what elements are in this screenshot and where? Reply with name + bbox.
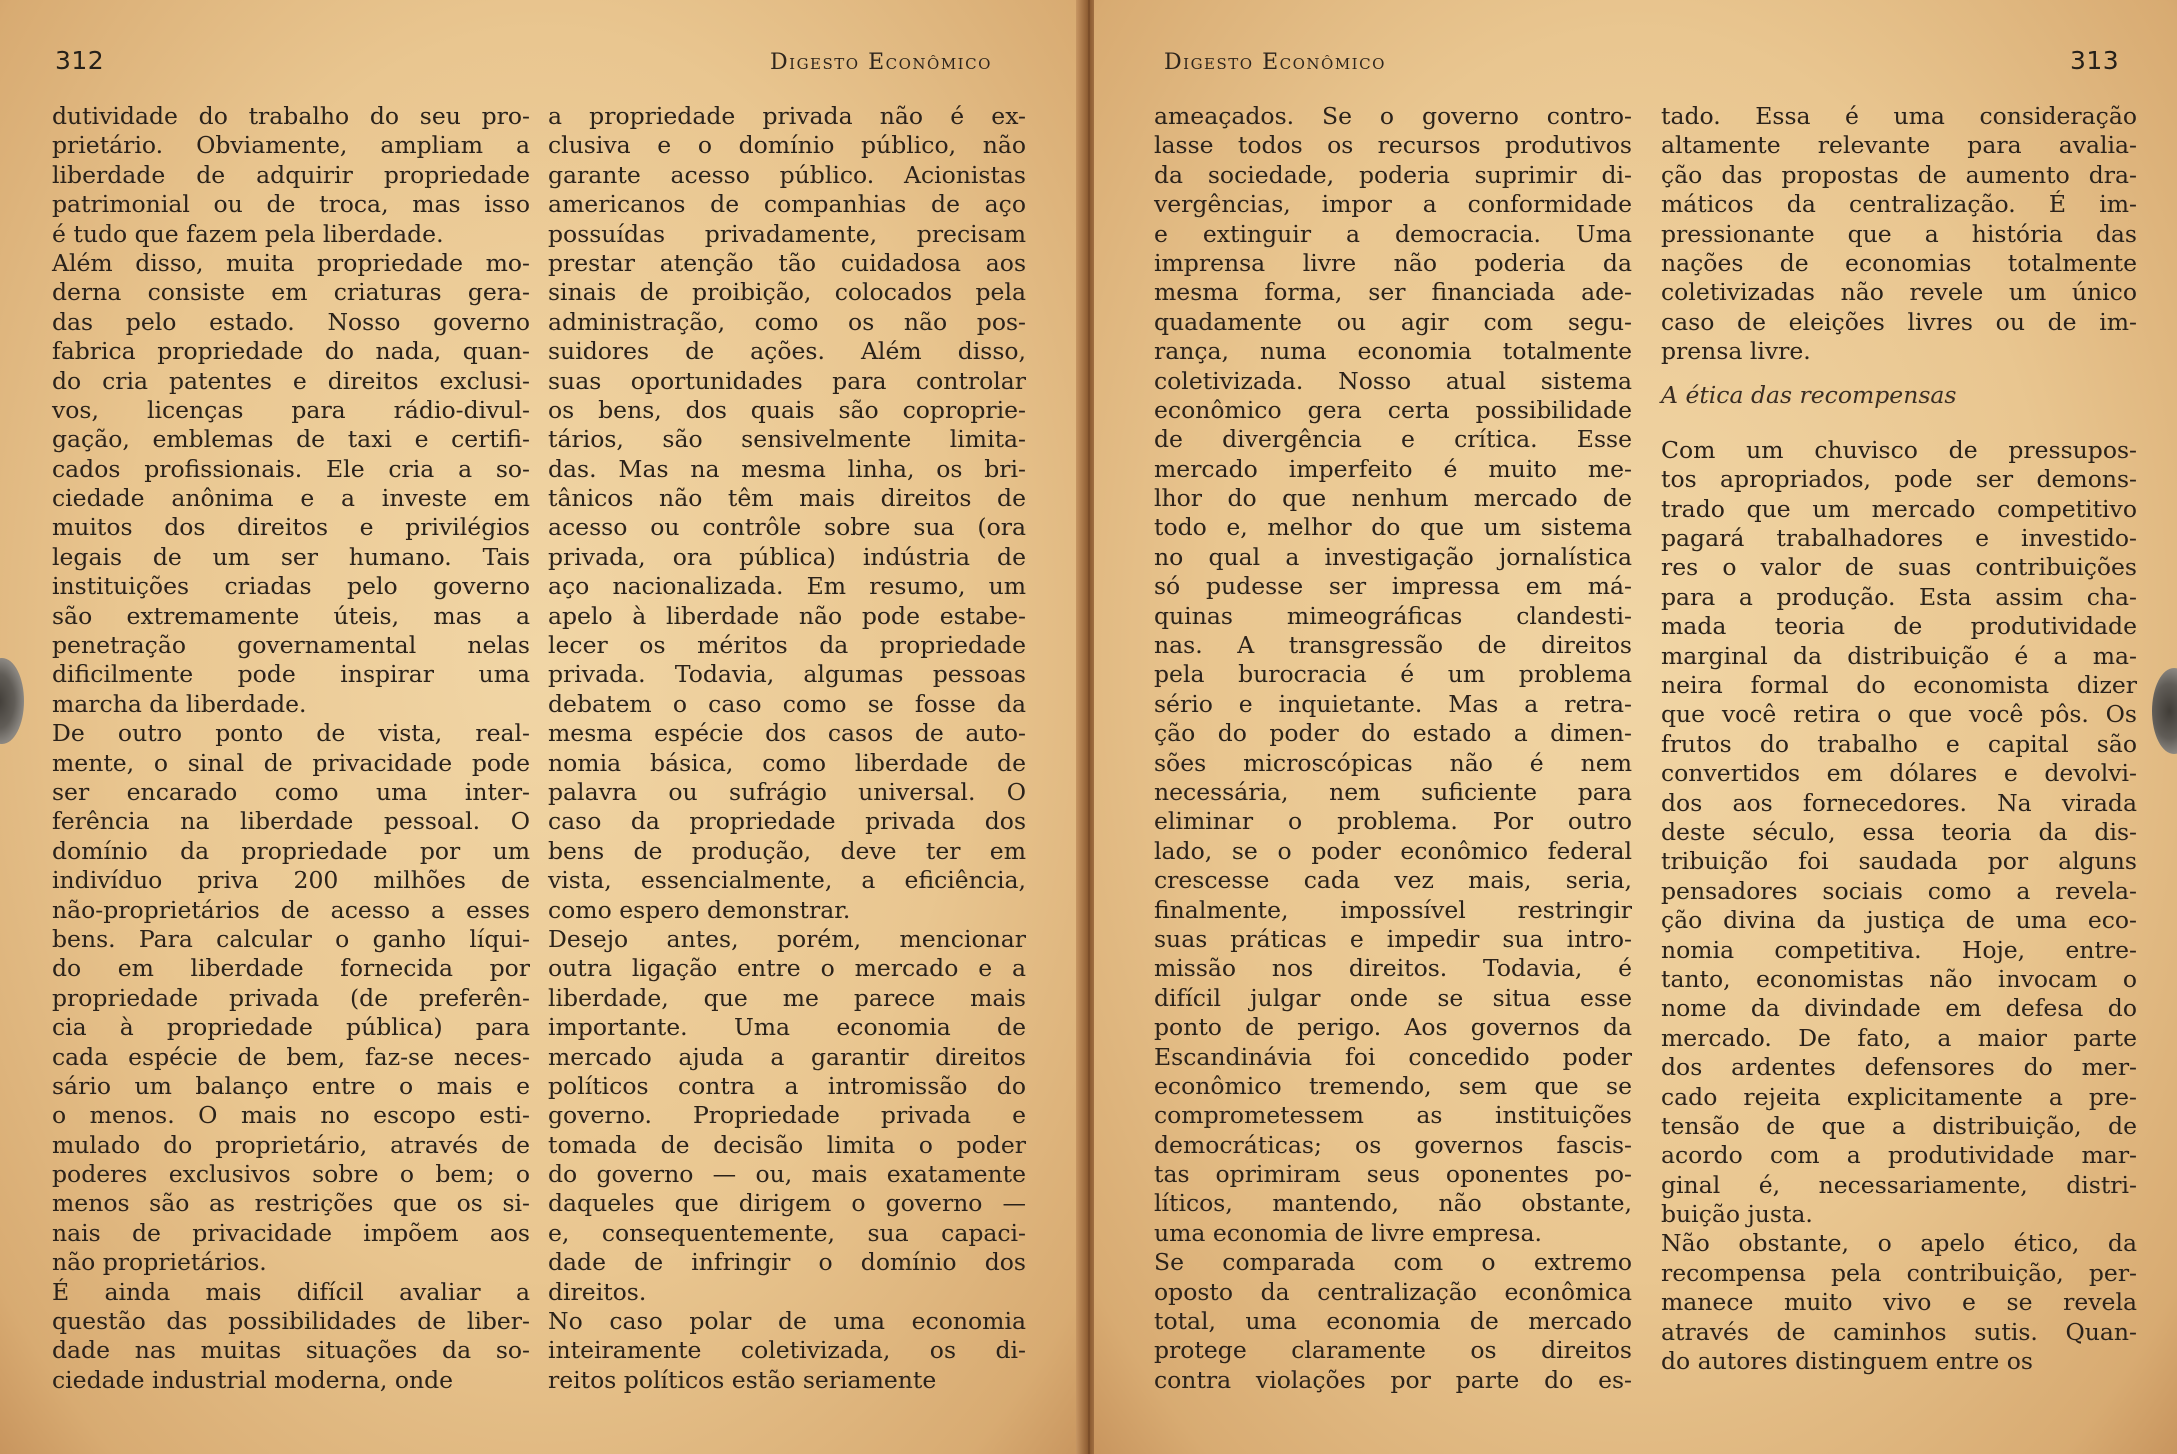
running-head: Digesto Econômico [770, 50, 992, 75]
text-line: propriedade privada (de preferên- [52, 983, 530, 1012]
text-line: caso da propriedade privada dos [548, 807, 1026, 836]
text-line: não proprietários. [52, 1248, 267, 1277]
text-line: democráticas; os governos fascis- [1154, 1130, 1632, 1159]
text-line: Além disso, muita propriedade mo- [52, 248, 530, 277]
text-line: americanos de companhias de aço [548, 190, 1026, 219]
text-line: nas. A transgressão de direitos [1154, 631, 1632, 660]
text-line: indivíduo priva 200 milhões de [52, 866, 530, 895]
text-column-left-2 [548, 102, 1026, 1395]
text-line: apelo à liberdade não pode estabe- [548, 601, 1026, 630]
text-line: do autores distinguem entre os [1661, 1347, 2033, 1376]
text-line: domínio da propriedade por um [52, 836, 530, 865]
text-line: como espero demonstrar. [548, 895, 851, 924]
text-line: é tudo que fazem pela liberdade. [52, 219, 444, 248]
text-line: sário um balanço entre o mais e [52, 1071, 530, 1100]
text-line: ciedade anônima e a investe em [52, 484, 530, 513]
text-line: liberdade, que me parece mais [548, 983, 1026, 1012]
text-line: debatem o caso como se fosse da [548, 689, 1026, 718]
text-line: ameaçados. Se o governo contro- [1154, 102, 1632, 130]
text-line: ção divina da justiça de uma eco- [1661, 906, 2137, 935]
text-line: o menos. O mais no escopo esti- [52, 1101, 530, 1130]
text-line: prensa livre. [1661, 337, 1811, 366]
text-line: sinais de proibição, colocados pela [548, 278, 1026, 307]
text-line: bens de produção, deve ter em [548, 836, 1026, 865]
text-line: importante. Uma economia de [548, 1013, 1026, 1042]
text-line: tado. Essa é uma consideração [1661, 102, 2137, 130]
text-line: patrimonial ou de troca, mas isso [52, 190, 530, 219]
text-line: tensão de que a distribuição, de [1661, 1111, 2137, 1140]
text-line: nomia competitiva. Hoje, entre- [1661, 935, 2137, 964]
text-line: fabrica propriedade do nada, quan- [52, 337, 530, 366]
text-line: ção das propostas de aumento dra- [1661, 160, 2137, 189]
text-line: caso de eleições livres ou de im- [1661, 307, 2137, 336]
text-line: contra violações por parte do es- [1154, 1365, 1632, 1394]
page-number: 313 [2070, 46, 2120, 75]
text-line: prestar atenção tão cuidadosa aos [548, 248, 1026, 277]
text-line: convertidos em dólares e devolvi- [1661, 759, 2137, 788]
text-line: finalmente, impossível restringir [1154, 895, 1632, 924]
text-line: res o valor de suas contribuições [1661, 553, 2137, 582]
text-line: cada espécie de bem, faz-se neces- [52, 1042, 530, 1071]
text-line: rança, numa economia totalmente [1154, 337, 1632, 366]
text-line: trado que um mercado competitivo [1661, 494, 2137, 523]
text-line: ser encarado como uma inter- [52, 777, 530, 806]
text-line: Com um chuvisco de pressupos- [1661, 435, 2137, 464]
section-subheading: A ética das recompensas [1661, 380, 1957, 409]
text-line: coletivizada. Nosso atual sistema [1154, 366, 1632, 395]
text-line: marcha da liberdade. [52, 689, 307, 718]
text-line: marginal da distribuição é a ma- [1661, 641, 2137, 670]
text-line: outra ligação entre o mercado e a [548, 954, 1026, 983]
text-line: acesso ou contrôle sobre sua (ora [548, 513, 1026, 542]
text-line: recompensa pela contribuição, per- [1661, 1258, 2137, 1287]
text-line: prietário. Obviamente, ampliam a [52, 131, 530, 160]
text-line: nomia básica, como liberdade de [548, 748, 1026, 777]
text-line: ginal é, necessariamente, distri- [1661, 1170, 2137, 1199]
binding-hole [0, 658, 24, 744]
text-line: privada, ora pública) indústria de [548, 542, 1026, 571]
text-line: direitos. [548, 1277, 647, 1306]
text-line: coletivizadas não revele um único [1661, 278, 2137, 307]
text-line: máticos da centralização. É im- [1661, 190, 2137, 219]
text-line: mesma espécie dos casos de auto- [548, 719, 1026, 748]
text-line: palavra ou sufrágio universal. O [548, 777, 1026, 806]
text-line: reitos políticos estão seriamente [548, 1365, 937, 1394]
text-line: legais de um ser humano. Tais [52, 542, 530, 571]
text-line: tários, são sensivelmente limita- [548, 425, 1026, 454]
text-line: necessária, nem suficiente para [1154, 777, 1632, 806]
text-line: mulado do proprietário, através de [52, 1130, 530, 1159]
text-line: total, uma economia de mercado [1154, 1307, 1632, 1336]
text-line: e extinguir a democracia. Uma [1154, 219, 1632, 248]
text-line: deste século, essa teoria da dis- [1661, 818, 2137, 846]
text-line: De outro ponto de vista, real- [52, 719, 530, 748]
text-line: lado, se o poder econômico federal [1154, 836, 1632, 865]
text-line: bens. Para calcular o ganho líqui- [52, 924, 530, 953]
text-line: quinas mimeográficas clandesti- [1154, 601, 1632, 630]
text-line: das. Mas na mesma linha, os bri- [548, 454, 1026, 483]
text-line: lecer os méritos da propriedade [548, 631, 1026, 660]
text-line: garante acesso público. Acionistas [548, 160, 1026, 189]
text-line: eliminar o problema. Por outro [1154, 807, 1632, 836]
text-line: mada teoria de produtividade [1661, 612, 2137, 641]
text-line: não-proprietários de acesso a esses [52, 895, 530, 924]
text-line: mercado ajuda a garantir direitos [548, 1042, 1026, 1071]
text-line: sões microscópicas não é nem [1154, 748, 1632, 777]
text-line: ponto de perigo. Aos governos da [1154, 1013, 1632, 1042]
text-line: dade de infringir o domínio dos [548, 1248, 1026, 1277]
binding-hole [2152, 668, 2177, 754]
text-line: quadamente ou agir com segu- [1154, 307, 1632, 336]
text-line: de divergência e crítica. Esse [1154, 425, 1632, 454]
text-line: econômico gera certa possibilidade [1154, 395, 1632, 424]
text-line: difícil julgar onde se situa esse [1154, 983, 1632, 1012]
text-line: vergências, impor a conformidade [1154, 190, 1632, 219]
text-line: instituições criadas pelo governo [52, 572, 530, 601]
text-line: lhor do que nenhum mercado de [1154, 484, 1632, 513]
text-line: todo e, melhor do que um sistema [1154, 513, 1632, 542]
text-line: mercado. De fato, a maior parte [1661, 1023, 2137, 1052]
text-line: para a produção. Esta assim cha- [1661, 582, 2137, 611]
text-line: lasse todos os recursos produtivos [1154, 131, 1632, 160]
text-line: do em liberdade fornecida por [52, 954, 530, 983]
text-line: dificilmente pode inspirar uma [52, 660, 530, 689]
text-line: tas oprimiram seus oponentes po- [1154, 1160, 1632, 1189]
text-line: políticos contra a intromissão do [548, 1071, 1026, 1100]
text-line: do governo — ou, mais exatamente [548, 1160, 1026, 1189]
text-line: clusiva e o domínio público, não [548, 131, 1026, 160]
text-line: Se comparada com o extremo [1154, 1248, 1632, 1277]
running-head: Digesto Econômico [1164, 50, 1386, 75]
text-line: líticos, mantendo, não obstante, [1154, 1189, 1632, 1218]
text-line: dos aos fornecedores. Na virada [1661, 788, 2137, 817]
text-line: pela burocracia é um problema [1154, 660, 1632, 689]
text-line: liberdade de adquirir propriedade [52, 160, 530, 189]
text-line: É ainda mais difícil avaliar a [52, 1277, 530, 1306]
text-line: através de caminhos sutis. Quan- [1661, 1317, 2137, 1346]
text-line: gação, emblemas de taxi e certifi- [52, 425, 530, 454]
text-line: os bens, dos quais são coproprie- [548, 395, 1026, 424]
text-line: imprensa livre não poderia da [1154, 248, 1632, 277]
text-line: pressionante que a história das [1661, 219, 2137, 248]
text-line: tos apropriados, pode ser demons- [1661, 465, 2137, 494]
text-line: manece muito vivo e se revela [1661, 1288, 2137, 1317]
text-line: ferência na liberdade pessoal. O [52, 807, 530, 836]
text-line: econômico tremendo, sem que se [1154, 1071, 1632, 1100]
text-line: privada. Todavia, algumas pessoas [548, 660, 1026, 689]
text-line: tânicos não têm mais direitos de [548, 484, 1026, 513]
text-line: mercado imperfeito é muito me- [1154, 454, 1632, 483]
text-line: suidores de ações. Além disso, [548, 337, 1026, 366]
text-line: pagará trabalhadores e investido- [1661, 524, 2137, 553]
text-line: suas oportunidades para controlar [548, 366, 1026, 395]
right-page [1094, 0, 2177, 1454]
text-line: acordo com a produtividade mar- [1661, 1141, 2137, 1170]
text-line: suas práticas e impedir sua intro- [1154, 924, 1632, 953]
page-number: 312 [55, 46, 105, 75]
text-line: possuídas privadamente, precisam [548, 219, 1026, 248]
text-line: uma economia de livre empresa. [1154, 1218, 1542, 1247]
text-line: mente, o sinal de privacidade pode [52, 748, 530, 777]
text-line: ciedade industrial moderna, onde [52, 1365, 454, 1394]
text-line: penetração governamental nelas [52, 631, 530, 660]
text-line: do cria patentes e direitos exclusi- [52, 366, 530, 395]
text-line: comprometessem as instituições [1154, 1101, 1632, 1130]
text-line: missão nos direitos. Todavia, é [1154, 954, 1632, 983]
text-line: buição justa. [1661, 1200, 1813, 1229]
text-line: crescesse cada vez mais, seria, [1154, 866, 1632, 895]
text-line: Escandinávia foi concedido poder [1154, 1042, 1632, 1071]
text-line: tribuição foi saudada por alguns [1661, 847, 2137, 876]
text-line: frutos do trabalho e capital são [1661, 729, 2137, 758]
text-line: só pudesse ser impressa em má- [1154, 572, 1632, 601]
text-line: neira formal do economista dizer [1661, 671, 2137, 700]
paragraph-block [1661, 436, 2137, 1377]
text-line: inteiramente coletivizada, os di- [548, 1336, 1026, 1365]
text-line: Desejo antes, porém, mencionar [548, 924, 1026, 953]
text-line: governo. Propriedade privada e [548, 1101, 1026, 1130]
text-line: protege claramente os direitos [1154, 1336, 1632, 1365]
text-line: mesma forma, ser financiada ade- [1154, 278, 1632, 307]
text-line: dos ardentes defensores do mer- [1661, 1053, 2137, 1082]
text-line: ção do poder do estado a dimen- [1154, 719, 1632, 748]
text-line: muitos dos direitos e privilégios [52, 513, 530, 542]
text-line: tanto, economistas não invocam o [1661, 964, 2137, 993]
text-line: dade nas muitas situações da so- [52, 1336, 530, 1365]
text-line: cado rejeita explicitamente a pre- [1661, 1082, 2137, 1111]
text-column-right-1 [1154, 102, 1632, 1395]
text-line: administração, como os não pos- [548, 307, 1026, 336]
text-column-right-2 [1661, 102, 2137, 1376]
text-line: No caso polar de uma economia [548, 1307, 1026, 1336]
text-line: oposto da centralização econômica [1154, 1277, 1632, 1306]
text-line: vista, essencialmente, a eficiência, [548, 866, 1026, 895]
text-line: vos, licenças para rádio-divul- [52, 395, 530, 424]
text-line: nações de economias totalmente [1661, 248, 2137, 277]
text-line: pensadores sociais como a revela- [1661, 876, 2137, 905]
text-line: sério e inquietante. Mas a retra- [1154, 689, 1632, 718]
text-line: cados profissionais. Ele cria a so- [52, 454, 530, 483]
text-line: nome da divindade em defesa do [1661, 994, 2137, 1023]
text-line: da sociedade, poderia suprimir di- [1154, 160, 1632, 189]
text-line: daqueles que dirigem o governo — [548, 1189, 1026, 1218]
text-line: nais de privacidade impõem aos [52, 1218, 530, 1247]
left-page [0, 0, 1084, 1454]
text-line: questão das possibilidades de liber- [52, 1307, 530, 1336]
text-line: e, consequentemente, sua capaci- [548, 1218, 1026, 1247]
text-line: das pelo estado. Nosso governo [52, 307, 530, 336]
text-line: menos são as restrições que os si- [52, 1189, 530, 1218]
text-line: altamente relevante para avalia- [1661, 131, 2137, 160]
text-line: no qual a investigação jornalística [1154, 542, 1632, 571]
text-line: dutividade do trabalho do seu pro- [52, 102, 530, 130]
text-line: aço nacionalizada. Em resumo, um [548, 572, 1026, 601]
text-line: cia à propriedade pública) para [52, 1013, 530, 1042]
text-line: poderes exclusivos sobre o bem; o [52, 1160, 530, 1189]
text-line: que você retira o que você pôs. Os [1661, 700, 2137, 729]
text-line: derna consiste em criaturas gera- [52, 278, 530, 307]
text-line: tomada de decisão limita o poder [548, 1130, 1026, 1159]
text-line: Não obstante, o apelo ético, da [1661, 1229, 2137, 1258]
text-line: a propriedade privada não é ex- [548, 102, 1026, 130]
paragraph-block [1661, 102, 2137, 367]
text-column-left-1 [52, 102, 530, 1395]
text-line: são extremamente úteis, mas a [52, 601, 530, 630]
